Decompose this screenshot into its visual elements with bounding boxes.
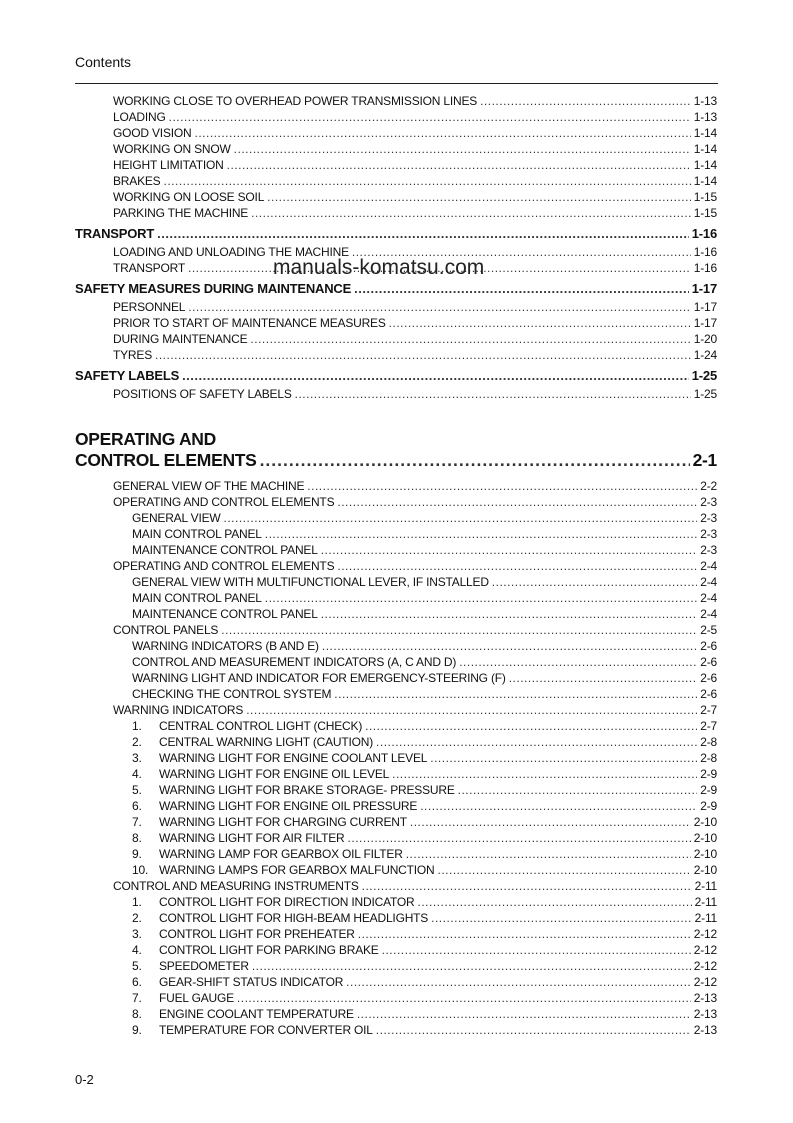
dot-leader	[382, 942, 691, 958]
toc-entry-label: SPEEDOMETER	[159, 959, 249, 973]
toc-entry[interactable]	[75, 331, 717, 347]
dot-leader	[480, 93, 691, 109]
toc-entry[interactable]	[75, 299, 717, 315]
dot-leader	[376, 734, 697, 750]
dot-leader	[430, 750, 697, 766]
toc-entry[interactable]	[75, 814, 717, 830]
toc-entry-number: 9.	[132, 1023, 142, 1037]
toc-entry[interactable]	[75, 702, 717, 718]
toc-entry-label: CONTROL PANELS	[113, 623, 219, 637]
dot-leader	[322, 638, 697, 654]
toc-entry[interactable]	[75, 590, 717, 606]
toc-entry-label: CONTROL LIGHT FOR DIRECTION INDICATOR	[159, 895, 415, 909]
toc-entry[interactable]	[75, 1022, 717, 1038]
toc-entry-page: 1-16	[691, 226, 717, 241]
toc-entry-label: WARNING LIGHT FOR BRAKE STORAGE- PRESSURE	[159, 783, 455, 797]
toc-entry[interactable]	[75, 654, 717, 670]
toc-entry-label: BRAKES	[113, 174, 161, 188]
toc-entry-page: 1-15	[693, 190, 717, 204]
toc-entry[interactable]	[75, 574, 717, 590]
watermark: manuals-komatsu.com	[273, 256, 485, 279]
toc-entry-number: 2.	[132, 735, 142, 749]
toc-entry-page: 2-7	[700, 703, 717, 717]
toc-entry[interactable]	[75, 782, 717, 798]
toc-entry-label: GENERAL VIEW WITH MULTIFUNCTIONAL LEVER, IF INSTALLED	[132, 575, 489, 589]
toc-entry-label: WARNING LIGHT FOR AIR FILTER	[159, 831, 345, 845]
dot-leader	[365, 718, 697, 734]
toc-entry[interactable]	[75, 526, 717, 542]
toc-entry-page: 2-10	[693, 863, 717, 877]
toc-entry-number: 9.	[132, 847, 142, 861]
toc-entry-page: 2-12	[693, 943, 717, 957]
toc-entry[interactable]	[75, 926, 717, 942]
toc-section-heading[interactable]	[75, 279, 717, 299]
dot-leader	[267, 189, 691, 205]
dot-leader	[346, 974, 691, 990]
toc-entry-number: 7.	[132, 991, 142, 1005]
toc-entry-page: 1-17	[693, 300, 717, 314]
toc-entry[interactable]	[75, 830, 717, 846]
toc-entry-label: CONTROL LIGHT FOR PARKING BRAKE	[159, 943, 379, 957]
toc-entry[interactable]	[75, 878, 717, 894]
toc-entry-label: ENGINE COOLANT TEMPERATURE	[159, 1007, 354, 1021]
toc-entry-label: TEMPERATURE FOR CONVERTER OIL	[159, 1023, 373, 1037]
toc-entry-page: 2-13	[693, 1023, 717, 1037]
dot-leader	[260, 450, 690, 471]
dot-leader	[362, 878, 692, 894]
dot-leader	[410, 814, 691, 830]
toc-entry-label: WORKING ON SNOW	[113, 142, 231, 156]
toc-entry[interactable]	[75, 958, 717, 974]
dot-leader	[389, 315, 691, 331]
toc-entry-number: 8.	[132, 831, 142, 845]
toc-entry[interactable]	[75, 93, 717, 109]
toc-entry-page: 2-13	[693, 1007, 717, 1021]
toc-entry-number: 6.	[132, 799, 142, 813]
toc-entry-label: OPERATING AND CONTROL ELEMENTS	[113, 559, 335, 573]
toc-entry-page: 1-17	[693, 316, 717, 330]
dot-leader	[337, 558, 697, 574]
toc-entry-page: 1-16	[693, 245, 717, 259]
toc-entry-page: 1-17	[691, 281, 717, 296]
toc-entry-page: 2-9	[700, 799, 717, 813]
toc-entry-page: 1-16	[693, 261, 717, 275]
dot-leader	[250, 331, 690, 347]
toc-entry-page: 1-24	[693, 348, 717, 362]
toc-entry-label: POSITIONS OF SAFETY LABELS	[113, 387, 292, 401]
toc-entry-page: 2-9	[700, 783, 717, 797]
toc-entry-page: 2-3	[700, 527, 717, 541]
toc-entry-label: GENERAL VIEW OF THE MACHINE	[113, 479, 305, 493]
toc-entry-page: 2-6	[700, 687, 717, 701]
dot-leader	[348, 830, 691, 846]
toc-entry[interactable]	[75, 205, 717, 221]
toc-entry-page: 2-3	[700, 543, 717, 557]
dot-leader	[431, 910, 692, 926]
toc-entry-page: 1-25	[691, 368, 717, 383]
toc-entry[interactable]	[75, 189, 717, 205]
toc-entry-label: TRANSPORT	[113, 261, 185, 275]
toc-entry-label: MAIN CONTROL PANEL	[132, 527, 262, 541]
toc-entry-page: 2-6	[700, 671, 717, 685]
toc-entry-label: DURING MAINTENANCE	[113, 332, 248, 346]
toc-entry-label: WARNING LAMP FOR GEARBOX OIL FILTER	[159, 847, 403, 861]
toc-entry-number: 6.	[132, 975, 142, 989]
toc-entry-label: TYRES	[113, 348, 153, 362]
toc-entry-label: PRIOR TO START OF MAINTENANCE MEASURES	[113, 316, 386, 330]
dot-leader	[237, 990, 691, 1006]
dot-leader	[188, 299, 691, 315]
dot-leader	[321, 606, 698, 622]
dot-leader	[265, 590, 697, 606]
toc-entry-label: MAINTENANCE CONTROL PANEL	[132, 607, 318, 621]
toc-entry[interactable]	[75, 606, 717, 622]
toc-entry-label: HEIGHT LIMITATION	[113, 158, 224, 172]
toc-entry-label: CONTROL LIGHT FOR HIGH-BEAM HEADLIGHTS	[159, 911, 429, 925]
toc-entry-label: WORKING ON LOOSE SOIL	[113, 190, 265, 204]
toc-entry-page: 2-1	[692, 450, 717, 470]
toc-entry[interactable]	[75, 974, 717, 990]
dot-leader	[169, 109, 691, 125]
toc-entry[interactable]	[75, 510, 717, 526]
toc-entry-page: 2-7	[700, 719, 717, 733]
dot-leader	[392, 766, 697, 782]
toc-entry-page: 2-4	[700, 559, 717, 573]
toc-entry-page: 1-14	[693, 158, 717, 172]
toc-entry[interactable]	[75, 347, 717, 363]
dot-leader	[376, 1022, 691, 1038]
toc-entry-label: CENTRAL CONTROL LIGHT (CHECK)	[159, 719, 363, 733]
toc-entry[interactable]	[75, 109, 717, 125]
toc-entry-page: 2-6	[700, 639, 717, 653]
toc-entry-label: SAFETY MEASURES DURING MAINTENANCE	[75, 281, 352, 296]
toc-entry[interactable]	[75, 558, 717, 574]
toc-section-heading[interactable]	[75, 429, 717, 450]
page-number: 0-2	[75, 1072, 94, 1087]
dot-leader	[194, 125, 690, 141]
toc-entry[interactable]	[75, 718, 717, 734]
toc-entry-number: 3.	[132, 927, 142, 941]
toc-entry[interactable]	[75, 386, 717, 402]
toc-entry[interactable]	[75, 734, 717, 750]
toc-entry-number: 1.	[132, 895, 142, 909]
toc-entry[interactable]	[75, 750, 717, 766]
dot-leader	[265, 526, 697, 542]
dot-leader	[164, 173, 691, 189]
toc-entry-label: MAIN CONTROL PANEL	[132, 591, 262, 605]
dot-leader	[438, 862, 691, 878]
toc-entry-page: 1-14	[693, 174, 717, 188]
toc-entry-label: CONTROL LIGHT FOR PREHEATER	[159, 927, 355, 941]
toc-entry-label: WARNING LIGHT FOR ENGINE OIL LEVEL	[159, 767, 390, 781]
toc-entry-number: 2.	[132, 911, 142, 925]
toc-entry-label: WORKING CLOSE TO OVERHEAD POWER TRANSMISSION LINES	[113, 94, 478, 108]
toc-entry-page: 1-13	[693, 94, 717, 108]
dot-leader	[252, 958, 691, 974]
toc-entry[interactable]	[75, 894, 717, 910]
toc-entry-label: CONTROL ELEMENTS	[75, 450, 257, 470]
dot-leader	[295, 386, 691, 402]
dot-leader	[406, 846, 691, 862]
toc-entry-page: 1-14	[693, 142, 717, 156]
toc-entry-label: LOADING	[113, 110, 166, 124]
toc-entry-label: WARNING LIGHT AND INDICATOR FOR EMERGENCY-STEERING (F)	[132, 671, 506, 685]
dot-leader	[334, 686, 697, 702]
toc-entry-page: 1-14	[693, 126, 717, 140]
dot-leader	[509, 670, 698, 686]
toc-entry-page: 2-3	[700, 511, 717, 525]
toc-entry-number: 4.	[132, 943, 142, 957]
dot-leader	[155, 347, 691, 363]
toc-entry-page: 2-12	[693, 927, 717, 941]
toc-entry-number: 10.	[132, 863, 149, 877]
dot-leader	[458, 782, 698, 798]
toc-entry-page: 2-12	[693, 959, 717, 973]
toc-entry[interactable]	[75, 125, 717, 141]
toc-entry-label: CONTROL AND MEASURING INSTRUMENTS	[113, 879, 359, 893]
toc-entry-page: 2-3	[700, 495, 717, 509]
toc-entry-label: WARNING LIGHT FOR ENGINE COOLANT LEVEL	[159, 751, 428, 765]
toc-entry-page: 2-12	[693, 975, 717, 989]
dot-leader	[227, 157, 691, 173]
toc-entry-page: 1-20	[693, 332, 717, 346]
toc-entry-page: 1-15	[693, 206, 717, 220]
toc-entry-label: SAFETY LABELS	[75, 368, 180, 383]
dot-leader	[358, 926, 691, 942]
toc-entry[interactable]	[75, 638, 717, 654]
toc-entry[interactable]	[75, 798, 717, 814]
toc-entry-label: PERSONNEL	[113, 300, 186, 314]
toc-entry-page: 2-10	[693, 831, 717, 845]
toc-entry[interactable]	[75, 494, 717, 510]
table-of-contents	[75, 93, 717, 1038]
toc-entry-label: WARNING LIGHT FOR ENGINE OIL PRESSURE	[159, 799, 418, 813]
toc-entry-label: GOOD VISION	[113, 126, 192, 140]
toc-entry-page: 2-4	[700, 575, 717, 589]
dot-leader	[357, 1006, 691, 1022]
toc-section-heading[interactable]	[75, 224, 717, 244]
page-header-title: Contents	[75, 54, 132, 70]
toc-entry-page: 2-10	[693, 815, 717, 829]
toc-entry-page: 2-9	[700, 767, 717, 781]
toc-entry[interactable]	[75, 910, 717, 926]
toc-entry[interactable]	[75, 622, 717, 638]
toc-entry-number: 8.	[132, 1007, 142, 1021]
dot-leader	[418, 894, 692, 910]
dot-leader	[307, 478, 697, 494]
toc-entry-page: 2-11	[694, 879, 717, 893]
toc-entry[interactable]	[75, 766, 717, 782]
toc-entry-label: LOADING AND UNLOADING THE MACHINE	[113, 245, 349, 259]
dot-leader	[157, 224, 689, 244]
toc-entry-number: 4.	[132, 767, 142, 781]
dot-leader	[224, 510, 698, 526]
header-divider	[75, 83, 718, 84]
toc-entry-page: 2-11	[694, 911, 717, 925]
dot-leader	[337, 494, 697, 510]
dot-leader	[459, 654, 697, 670]
toc-entry[interactable]	[75, 173, 717, 189]
toc-entry-page: 2-13	[693, 991, 717, 1005]
toc-entry-label: WARNING INDICATORS (B AND E)	[132, 639, 319, 653]
toc-entry-number: 3.	[132, 751, 142, 765]
toc-entry-label: CHECKING THE CONTROL SYSTEM	[132, 687, 332, 701]
toc-entry-page: 2-5	[700, 623, 717, 637]
toc-entry[interactable]	[75, 157, 717, 173]
dot-leader	[251, 205, 691, 221]
toc-entry[interactable]	[75, 942, 717, 958]
toc-entry-page: 2-10	[693, 847, 717, 861]
toc-section-heading[interactable]	[75, 450, 717, 471]
toc-entry[interactable]	[75, 686, 717, 702]
toc-entry-page: 2-4	[700, 591, 717, 605]
toc-section-heading[interactable]	[75, 366, 717, 386]
dot-leader	[321, 542, 698, 558]
dot-leader	[182, 366, 689, 386]
toc-entry-number: 5.	[132, 783, 142, 797]
dot-leader	[420, 798, 697, 814]
toc-entry[interactable]	[75, 315, 717, 331]
toc-entry[interactable]	[75, 990, 717, 1006]
toc-entry-label: WARNING INDICATORS	[113, 703, 244, 717]
toc-entry[interactable]	[75, 670, 717, 686]
toc-entry[interactable]	[75, 846, 717, 862]
toc-entry-number: 7.	[132, 815, 142, 829]
dot-leader	[221, 622, 697, 638]
toc-entry-page: 2-11	[694, 895, 717, 909]
dot-leader	[234, 141, 691, 157]
toc-entry[interactable]	[75, 478, 717, 494]
toc-entry-label: WARNING LIGHT FOR CHARGING CURRENT	[159, 815, 407, 829]
toc-entry-number: 5.	[132, 959, 142, 973]
toc-entry-label: GENERAL VIEW	[132, 511, 221, 525]
toc-entry-label: GEAR-SHIFT STATUS INDICATOR	[159, 975, 344, 989]
toc-entry-label: WARNING LAMPS FOR GEARBOX MALFUNCTION	[159, 863, 435, 877]
toc-entry-label: OPERATING AND	[75, 429, 216, 449]
toc-entry-page: 1-25	[693, 387, 717, 401]
toc-entry-label: FUEL GAUGE	[159, 991, 234, 1005]
toc-entry-label: OPERATING AND CONTROL ELEMENTS	[113, 495, 335, 509]
toc-entry-page: 1-13	[693, 110, 717, 124]
toc-entry-label: CENTRAL WARNING LIGHT (CAUTION)	[159, 735, 374, 749]
toc-entry[interactable]	[75, 1006, 717, 1022]
toc-entry[interactable]	[75, 141, 717, 157]
toc-entry[interactable]	[75, 862, 717, 878]
toc-entry-label: CONTROL AND MEASUREMENT INDICATORS (A, C AND D)	[132, 655, 457, 669]
toc-entry-page: 2-2	[700, 479, 717, 493]
toc-entry-label: TRANSPORT	[75, 226, 155, 241]
toc-entry-label: PARKING THE MACHINE	[113, 206, 249, 220]
toc-entry-page: 2-4	[700, 607, 717, 621]
toc-entry-number: 1.	[132, 719, 142, 733]
toc-entry-label: MAINTENANCE CONTROL PANEL	[132, 543, 318, 557]
dot-leader	[492, 574, 697, 590]
toc-entry-page: 2-8	[700, 751, 717, 765]
toc-entry-page: 2-8	[700, 735, 717, 749]
dot-leader	[354, 279, 689, 299]
toc-entry-page: 2-6	[700, 655, 717, 669]
dot-leader	[246, 702, 697, 718]
toc-entry[interactable]	[75, 542, 717, 558]
